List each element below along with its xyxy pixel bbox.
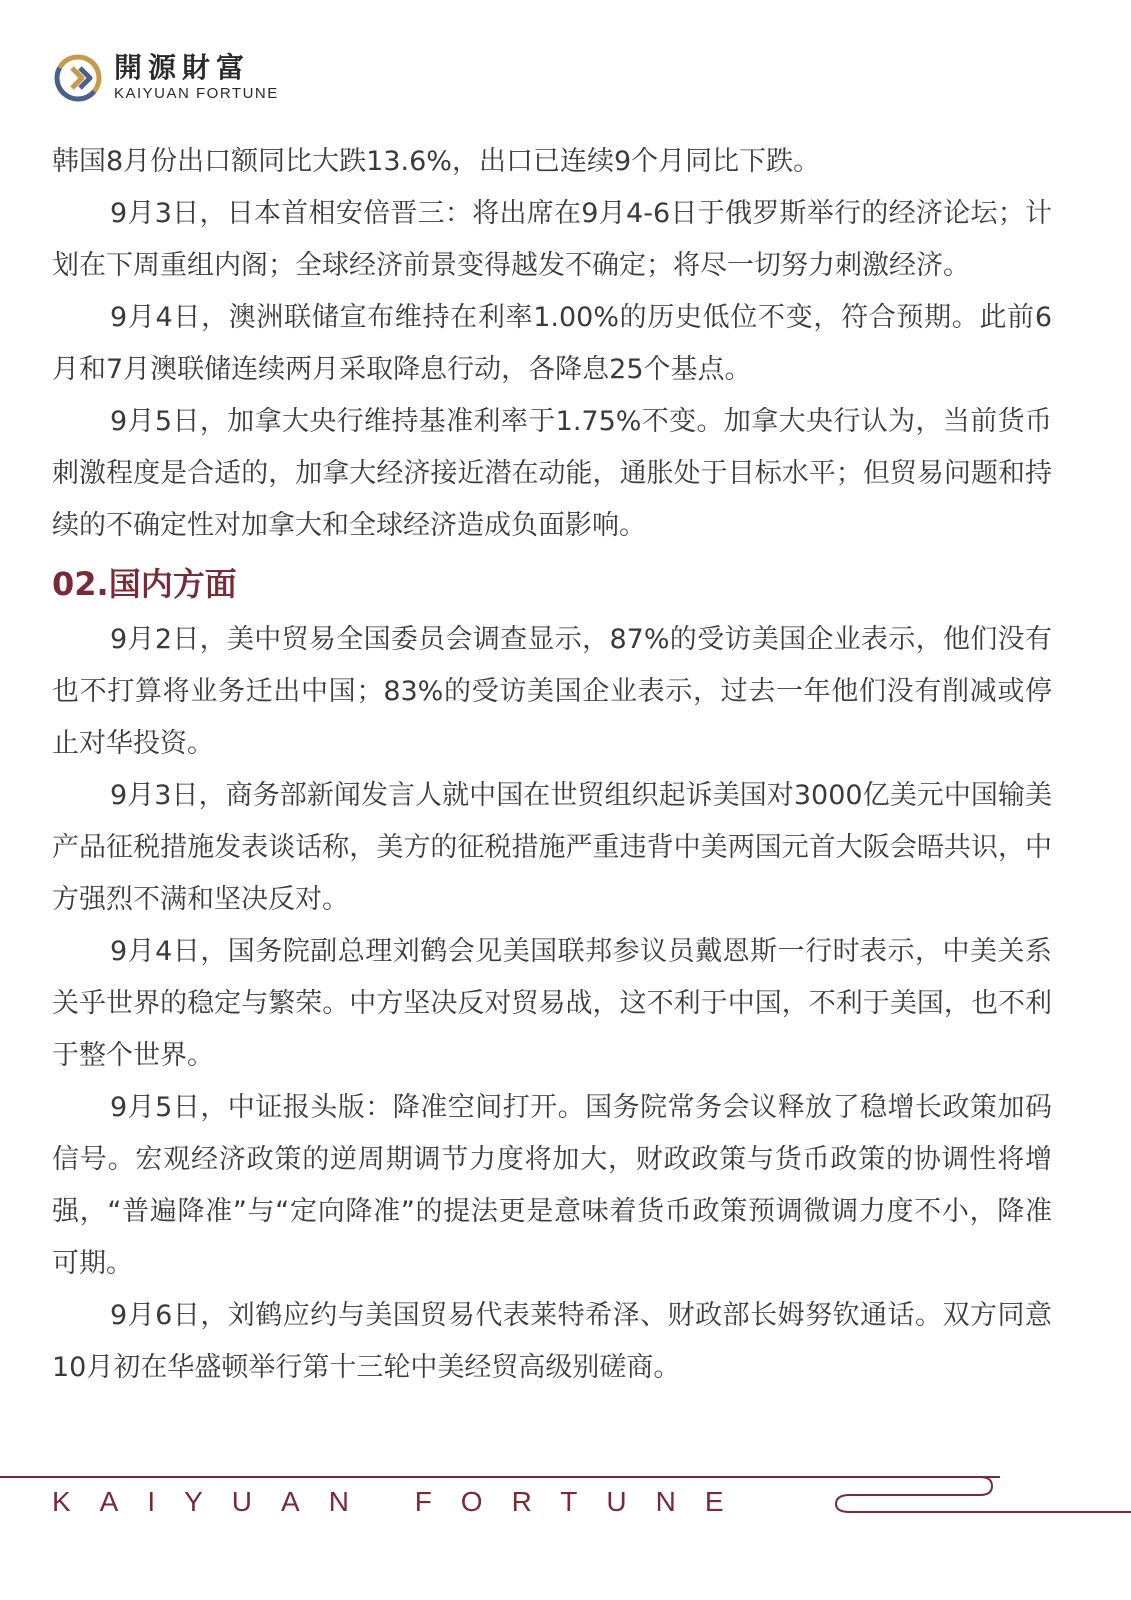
brand-name-cn: 開源財富 [114, 51, 251, 84]
section-title-domestic: 02.国内方面 [52, 565, 237, 603]
paragraph-korea-exports: 韩国8月份出口额同比大跌13.6%，出口已连续9个月同比下跌。 [52, 146, 821, 177]
footer-swoosh-icon [830, 1474, 1131, 1514]
paragraph-australia: 9月4日，澳洲联储宣布维持在利率1.00%的历史低位不变，符合预期。此前6月和7月澳联储连续两月采取降息行动，各降息25个基点。 [52, 302, 1052, 385]
paragraph-japan: 9月3日，日本首相安倍晋三：将出席在9月4-6日于俄罗斯举行的经济论坛；计划在下周重组内阁；全球经济前景变得越发不确定；将尽一切努力刺激经济。 [52, 198, 1052, 281]
footer [0, 1472, 1131, 1532]
paragraph-canada: 9月5日，加拿大央行维持基准利率于1.75%不变。加拿大央行认为，当前货币刺激程度是合适的，加拿大经济接近潜在动能，通胀处于目标水平；但贸易问题和持续的不确定性对加拿大和全球经济造成负面影响。 [52, 406, 1052, 541]
paragraph-uscbc-survey: 9月2日，美中贸易全国委员会调查显示，87%的受访美国企业表示，他们没有也不打算将业务迁出中国；83%的受访美国企业表示，过去一年他们没有削减或停止对华投资。 [52, 624, 1052, 759]
paragraph-liu-he-meeting: 9月4日，国务院副总理刘鹤会见美国联邦参议员戴恩斯一行时表示，中美关系关乎世界的稳定与繁荣。中方坚决反对贸易战，这不利于中国，不利于美国，也不利于整个世界。 [52, 936, 1052, 1071]
paragraph-rrr-cut: 9月5日，中证报头版：降准空间打开。国务院常务会议释放了稳增长政策加码信号。宏观经济政策的逆周期调节力度将加大，财政政策与货币政策的协调性将增强，“普遍降准”与“定向降准”的提法更是意味着货币政策预调微调力度不小，降准可期。 [52, 1092, 1052, 1279]
paragraph-trade-talks: 9月6日，刘鹤应约与美国贸易代表莱特希泽、财政部长姆努钦通话。双方同意10月初在华盛顿举行第十三轮中美经贸高级别磋商。 [52, 1300, 1052, 1383]
article-body [52, 136, 1052, 1394]
paragraph-mofcom: 9月3日，商务部新闻发言人就中国在世贸组织起诉美国对3000亿美元中国输美产品征税措施发表谈话称，美方的征税措施严重违背中美两国元首大阪会晤共识，中方强烈不满和坚决反对。 [52, 780, 1052, 915]
logo-wordmark [114, 53, 279, 103]
kaiyuan-logo-icon [52, 52, 104, 104]
footer-brand-text: KAIYUAN FORTUNE [52, 1486, 753, 1517]
brand-name-en: KAIYUAN FORTUNE [114, 85, 279, 102]
header-logo [52, 50, 279, 106]
